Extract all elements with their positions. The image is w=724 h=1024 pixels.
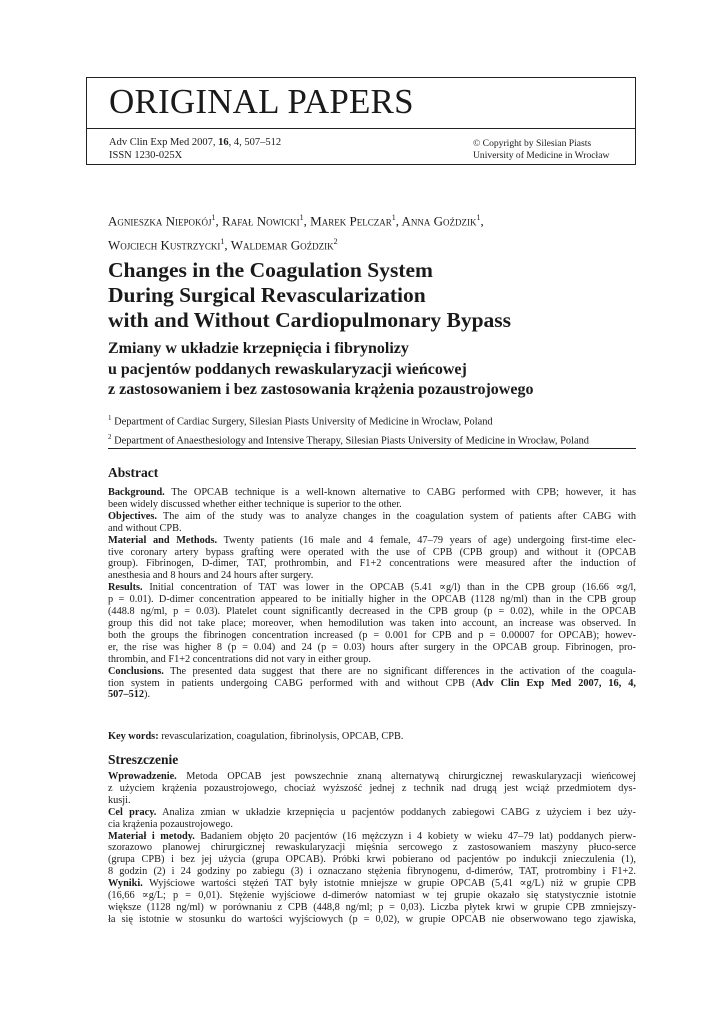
citation-block <box>109 136 281 162</box>
issn: ISSN 1230-025X <box>109 150 183 161</box>
copyright-line: © Copyright by Silesian Piasts <box>473 138 592 149</box>
author: Waldemar Goździk <box>230 237 334 253</box>
article-title-polish: Zmiany w układzie krzepnięcia i fibrynolizy u pacjentów poddanych rewaskularyzacji wieńcowej z zastosowaniem i bez zastosowania krążenia pozaustrojowego <box>108 340 534 398</box>
streszczenie-body: Wprowadzenie. Metoda OPCAB jest powszechnie znaną alternatywą chirurgicznej rewaskularyzacji wieńcowej z użyciem krążenia pozaustrojowego, chociaż wyższość jednej z technik nad drugą jest wciąż przedmiotem dys- kusji. Cel pracy. Analiza zmian w układzie krzepnięcia u pacjentów poddanych zabiegowi CABG z użyciem i bez uży- cia krążenia pozaustrojowego. Materiał i metody. Badaniem objęto 20 pacjentów (16 mężczyzn i 4 kobiety w wieku 47–79 lat) poddanych pierw- szorazowo planowej chirurgicznej rewaskularyzacji mięśnia sercowego z zastosowaniem maszyny płuco-serce (grupa CPB) i bez jej użycia (grupa OPCAB). Próbki krwi pobierano od pacjentów po indukcji znieczulenia (1), 8 godzin (2) i 24 godziny po zabiegu (3) i oznaczano stężenia fibrynogenu, d-dimerów, TAT, protrombiny i F1+2. Wyniki. Wyjściowe wartości stężeń TAT były istotnie mniejsze w grupie OPCAB (5,41 ∝g/L) niż w grupie CPB (16,66 ∝g/L; p = 0,01). Stężenie wyjściowe d-dimerów natomiast w tej grupie okazało się statystycznie istotnie większe (1128 ng/ml) w porównaniu z CPB (448,8 ng/ml; p = 0,03). Liczba płytek krwi w grupie CPB zmniejszy- ła się istotnie w stosunku do wartości wyjściowych (p = 0,02), w grupie OPCAB nie obserwowano tego zjawiska, <box>108 771 637 925</box>
author: Marek Pelczar <box>310 213 392 229</box>
author: Wojciech Kustrzycki <box>108 237 221 253</box>
author-list: Agnieszka Niepokój$^1$, Rafał Nowicki$^1$, Marek Pelczar$^1$, Anna Goździk$^1$, Wojciech Kustrzycki$^1$, Waldemar Goździk$^2$ <box>108 213 484 253</box>
article-title-english: Changes in the Coagulation System During Surgical Revascularization with and Without Cardiopulmonary Bypass <box>108 258 512 332</box>
author: Rafał Nowicki <box>222 213 300 229</box>
streszczenie-heading: Streszczenie <box>108 752 179 767</box>
banner-title: ORIGINAL PAPERS <box>109 82 414 121</box>
author: Anna Goździk <box>401 213 477 229</box>
citation: Adv Clin Exp Med 2007, 16, 4, 507–512 <box>109 137 282 148</box>
copyright-line: University of Medicine in Wrocław <box>473 150 610 161</box>
abstract-body: Background. The OPCAB technique is a well-known alternative to CABG performed with CPB; however, it has been widely discussed whether either technique is superior to the other. Objectives. The aim of the study was to analyze changes in the coagulation system of patients after CABG with and without CPB. Material and Methods. Twenty patients (16 male and 4 female, 47–79 years of age) undergoing first-time elec- tive coronary artery bypass grafting were operated with the use of CPB (CPB group) and without it (OPCAB group). Fibrinogen, D-dimer, TAT, prothrombin, and F1+2 concentrations were measured after the induction of anesthesia and 8 hours and 24 hours after surgery. Results. Initial concentration of TAT was lower in the OPCAB (5.41 ∝g/l) than in the CPB group (16.66 ∝g/l, p = 0.01). D-dimer concentration appeared to be initially higher in the OPCAB (1128 ng/ml) than in the CPB group (448.8 ng/ml, p = 0.03). Platelet count significantly decreased in the CPB group (p = 0.02), while in the OPCAB group this did not take place; moreover, when hemodilution was taken into account, an increase was observed. In both the groups the fibrinogen concentration increased (p = 0.001 for CPB and p = 0.00007 for OPCAB); howev- er, the rise was higher 8 (p = 0.04) and 24 (p = 0.03) hours after surgery in the OPCAB group. Fibrinogen, pro- thrombin, and F1+2 concentrations did not vary in either group. Conclusions. The presented data suggest that there are no significant differences in the activation of the coagula- tion system in patients undergoing CABG performed with and without CPB (Adv Clin Exp Med 2007, 16, 4, 507–512). <box>108 487 636 701</box>
abstract-heading: Abstract <box>108 465 159 480</box>
copyright-block <box>473 138 609 162</box>
author: Agnieszka Niepokój <box>108 213 212 229</box>
affiliations <box>108 411 648 449</box>
section-banner <box>86 77 636 129</box>
affiliation: $^2$ Department of Anaesthesiology and Intensive Therapy, Silesian Piasts University of Medicine in Wrocław, Poland <box>108 432 589 447</box>
divider <box>108 448 636 449</box>
publication-info <box>86 129 636 165</box>
keywords: Key words: revascularization, coagulation, fibrinolysis, OPCAB, CPB. <box>108 731 404 742</box>
affiliation: $^1$ Department of Cardiac Surgery, Silesian Piasts University of Medicine in Wrocław, Poland <box>108 414 493 428</box>
